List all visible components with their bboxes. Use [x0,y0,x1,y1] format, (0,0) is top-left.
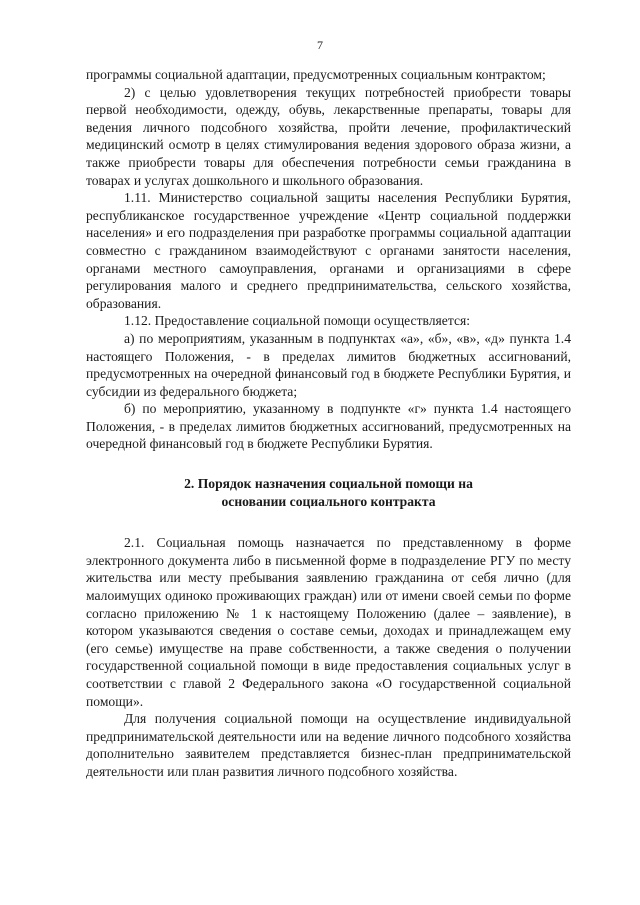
page-number: 7 [317,38,323,52]
section-heading-line1: 2. Порядок назначения социальной помощи на [184,476,473,492]
paragraph: а) по мероприятиям, указанным в подпунктах «а», «б», «в», «д» пункта 1.4 настоящего Положения, - в пределах лимитов бюджетных ассигнований, предусмотренных на очередной финансовый год в бюджете Республики Бурятия, и субсидии из федерального бюджета; [86,330,571,399]
paragraph: 2.1. Социальная помощь назначается по представленному в форме электронного документа либо в письменной форме в подразделение РГУ по месту жительства или месту пребывания заявлению гражданина от себя лично (для малоимущих одиноко проживающих граждан) или от имени своей семьи по форме согласно приложению № 1 к настоящему Положению (далее – заявление), в котором указываются сведения о составе семьи, доходах и принадлежащем ему (его семье) имуществе на праве собственности, а также сведения о получении государственной социальной помощи в виде предоставления социальных услуг в соответствии с главой 2 Федерального закона «О государственной социальной помощи». [86,535,571,709]
paragraph: Для получения социальной помощи на осуществление индивидуальной предпринимательской деятельности или на ведение личного подсобного хозяйства дополнительно заявителем представляется бизнес-план предпринимательской деятельности или план развития личного подсобного хозяйства. [86,711,571,779]
document-body [86,66,571,781]
section-heading-line2: основании социального контракта [221,493,436,509]
section-heading [86,475,571,510]
paragraph: 1.12. Предоставление социальной помощи осуществляется: [124,313,471,329]
paragraph: 2) с целью удовлетворения текущих потребностей приобрести товары первой необходимости, одежду, обувь, лекарственные препараты, товары для ведения личного подсобного хозяйства, пройти лечение, профилактический медицинский осмотр в целях стимулирования ведения здорового образа жизни, а также приобрести товары для обеспечения потребности семьи гражданина в товарах и услугах дошкольного и школьного образования. [86,84,571,188]
paragraph: программы социальной адаптации, предусмотренных социальным контрактом; [86,67,546,82]
paragraph: б) по мероприятию, указанному в подпункте «г» пункта 1.4 настоящего Положения, - в пределах лимитов бюджетных ассигнований, предусмотренных на очередной финансовый год в бюджете Республики Бурятия. [86,401,571,452]
paragraph: 1.11. Министерство социальной защиты населения Республики Бурятия, республиканское государственное учреждение «Центр социальной поддержки населения» и его подразделения при разработке программы социальной адаптации совместно с гражданином взаимодействуют с органами занятости населения, органами местного самоуправления, органами и организациями в сфере регулирования малого и среднего предпринимательства, сельского хозяйства, образования. [86,190,571,311]
